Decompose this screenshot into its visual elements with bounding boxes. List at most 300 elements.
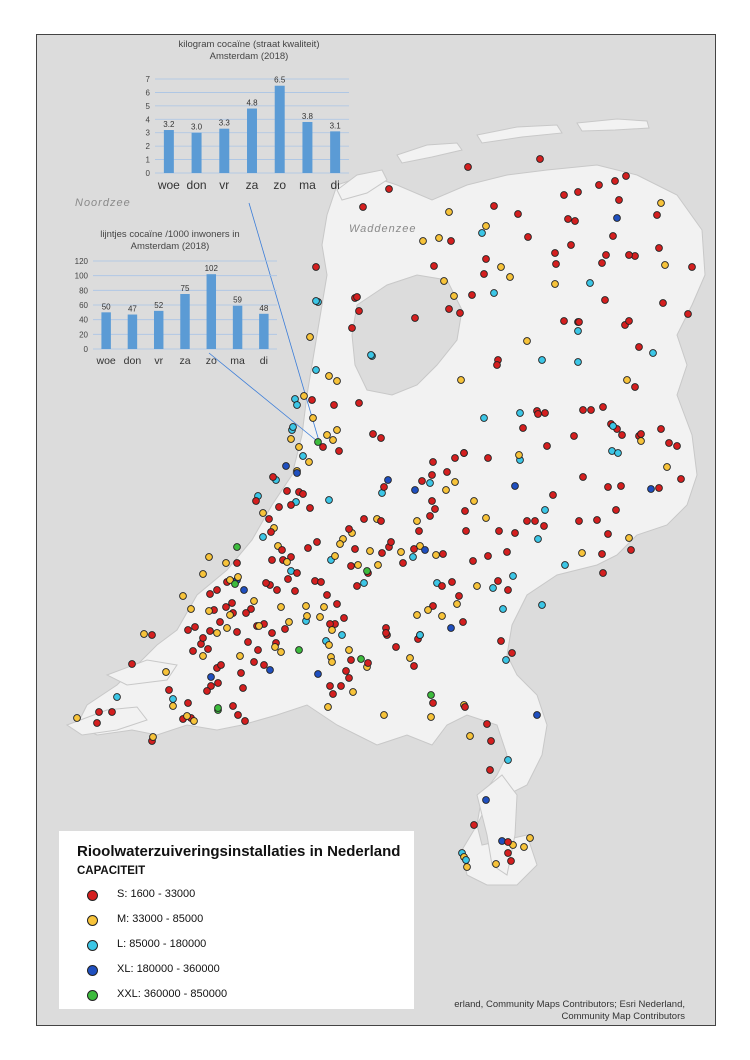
- plant-dot-s: [603, 252, 610, 259]
- legend-dot-m: [87, 915, 98, 926]
- chart-cocaine-kg-plot: [129, 37, 369, 205]
- plant-dot-s: [439, 583, 446, 590]
- plant-dot-l: [339, 632, 346, 639]
- plant-dot-s: [365, 660, 372, 667]
- chart-cocaine-lines-bar: [233, 306, 242, 349]
- plant-dot-m: [163, 669, 170, 676]
- plant-dot-s: [253, 498, 260, 505]
- chart-cocaine-lines-data-label: 47: [127, 304, 137, 314]
- plant-dot-xl: [315, 671, 322, 678]
- plant-dot-s: [338, 683, 345, 690]
- plant-dot-m: [398, 549, 405, 556]
- plant-dot-s: [461, 450, 468, 457]
- plant-dot-l: [313, 367, 320, 374]
- plant-dot-m: [180, 593, 187, 600]
- plant-dot-s: [235, 712, 242, 719]
- plant-dot-m: [414, 518, 421, 525]
- plant-dot-l: [539, 602, 546, 609]
- plant-dot-s: [427, 513, 434, 520]
- chart-cocaine-lines-ytick-label: 40: [79, 315, 88, 325]
- legend-subtitle: CAPACITEIT: [77, 865, 146, 877]
- plant-dot-m: [329, 659, 336, 666]
- plant-dot-s: [242, 718, 249, 725]
- plant-dot-l: [517, 410, 524, 417]
- plant-dot-s: [411, 546, 418, 553]
- plant-dot-s: [462, 704, 469, 711]
- plant-dot-s: [266, 516, 273, 523]
- plant-dot-l: [170, 696, 177, 703]
- plant-dot-l: [300, 453, 307, 460]
- chart-cocaine-kg-bar: [219, 129, 229, 173]
- plant-dot-m: [467, 733, 474, 740]
- plant-dot-s: [674, 443, 681, 450]
- chart-cocaine-kg-bar: [247, 109, 257, 173]
- plant-dot-s: [204, 688, 211, 695]
- plant-dot-s: [348, 563, 355, 570]
- plant-dot-m: [471, 498, 478, 505]
- plant-dot-s: [261, 662, 268, 669]
- chart-cocaine-lines-title: lijntjes cocaïne /1000 inwoners in Amsterdam (2018): [100, 229, 240, 252]
- plant-dot-l: [610, 423, 617, 430]
- legend-dot-xxl: [87, 990, 98, 1001]
- plant-dot-m: [324, 432, 331, 439]
- plant-dot-m: [306, 459, 313, 466]
- plant-dot-s: [541, 523, 548, 530]
- plant-dot-s: [446, 306, 453, 313]
- plant-dot-m: [310, 415, 317, 422]
- chart-cocaine-lines-data-label: 75: [180, 284, 190, 293]
- chart-cocaine-kg-bar: [275, 86, 285, 173]
- plant-dot-s: [470, 558, 477, 565]
- plant-dot-s: [230, 703, 237, 710]
- plant-dot-s: [354, 294, 361, 301]
- plant-dot-m: [141, 631, 148, 638]
- plant-dot-s: [471, 822, 478, 829]
- plant-dot-m: [493, 861, 500, 868]
- plant-dot-xl: [208, 674, 215, 681]
- plant-dot-m: [367, 548, 374, 555]
- plant-dot-m: [624, 377, 631, 384]
- plant-dot-s: [282, 626, 289, 633]
- plant-dot-s: [524, 518, 531, 525]
- plant-dot-s: [594, 517, 601, 524]
- chart-cocaine-lines-data-label: 102: [204, 264, 218, 274]
- chart-cocaine-lines-bar: [154, 311, 163, 349]
- north-sea-label: Noordzee: [75, 197, 131, 209]
- plant-dot-s: [512, 530, 519, 537]
- plant-dot-xl: [412, 487, 419, 494]
- plant-dot-s: [515, 211, 522, 218]
- chart-cocaine-lines-data-label: 50: [101, 302, 111, 312]
- plant-dot-s: [349, 325, 356, 332]
- plant-dot-m: [74, 715, 81, 722]
- plant-dot-xl: [267, 667, 274, 674]
- plant-dot-m: [288, 436, 295, 443]
- chart-cocaine-kg-data-label: 6.5: [274, 75, 286, 85]
- chart-cocaine-kg: [129, 37, 369, 205]
- plant-dot-s: [400, 560, 407, 567]
- plant-dot-l: [326, 497, 333, 504]
- plant-dot-l: [114, 694, 121, 701]
- plant-dot-s: [599, 551, 606, 558]
- plant-dot-m: [206, 608, 213, 615]
- plant-dot-l: [490, 585, 497, 592]
- plant-dot-m: [214, 630, 221, 637]
- plant-dot-m: [251, 598, 258, 605]
- chart-cocaine-lines-data-label: 59: [233, 295, 243, 305]
- plant-dot-m: [579, 550, 586, 557]
- chart-cocaine-kg-category-label: za: [245, 178, 259, 192]
- plant-dot-m: [414, 612, 421, 619]
- plant-dot-s: [356, 308, 363, 315]
- plant-dot-l: [290, 424, 297, 431]
- plant-dot-m: [260, 510, 267, 517]
- plant-dot-s: [243, 610, 250, 617]
- plant-dot-s: [214, 587, 221, 594]
- plant-dot-m: [332, 553, 339, 560]
- chart-cocaine-kg-category-label: di: [330, 178, 340, 192]
- plant-dot-s: [185, 700, 192, 707]
- plant-dot-m: [451, 293, 458, 300]
- chart-cocaine-kg-ytick-label: 6: [145, 88, 150, 98]
- plant-dot-l: [615, 450, 622, 457]
- plant-dot-s: [576, 319, 583, 326]
- plant-dot-l: [427, 480, 434, 487]
- plant-dot-s: [300, 491, 307, 498]
- plant-dot-s: [346, 526, 353, 533]
- plant-dot-s: [660, 300, 667, 307]
- plant-dot-s: [553, 261, 560, 268]
- plant-dot-s: [346, 675, 353, 682]
- chart-cocaine-kg-ytick-label: 4: [145, 115, 150, 125]
- plant-dot-m: [321, 604, 328, 611]
- plant-dot-l: [587, 280, 594, 287]
- plant-dot-l: [575, 359, 582, 366]
- plant-dot-s: [223, 604, 230, 611]
- plant-dot-s: [678, 476, 685, 483]
- plant-dot-xl: [294, 470, 301, 477]
- plant-dot-m: [317, 614, 324, 621]
- plant-dot-s: [327, 683, 334, 690]
- plant-dot-l: [491, 290, 498, 297]
- plant-dot-l: [510, 573, 517, 580]
- plant-dot-xxl: [234, 544, 241, 551]
- plant-dot-m: [191, 718, 198, 725]
- chart-cocaine-kg-data-label: 4.8: [246, 98, 258, 108]
- plant-dot-s: [602, 297, 609, 304]
- plant-dot-s: [200, 635, 207, 642]
- plant-dot-m: [626, 535, 633, 542]
- plant-dot-m: [206, 554, 213, 561]
- plant-dot-s: [318, 579, 325, 586]
- plant-dot-s: [656, 485, 663, 492]
- chart-cocaine-kg-category-label: woe: [157, 178, 180, 192]
- plant-dot-m: [464, 864, 471, 871]
- plant-dot-l: [505, 757, 512, 764]
- plant-dot-s: [452, 455, 459, 462]
- plant-dot-s: [469, 292, 476, 299]
- chart-cocaine-kg-category-label: ma: [299, 178, 316, 192]
- legend-label-l: L: 85000 - 180000: [117, 938, 207, 950]
- plant-dot-s: [666, 440, 673, 447]
- plant-dot-s: [352, 546, 359, 553]
- plant-dot-s: [520, 425, 527, 432]
- plant-dot-m: [662, 262, 669, 269]
- plant-dot-xxl: [296, 647, 303, 654]
- plant-dot-l: [562, 562, 569, 569]
- plant-dot-s: [285, 576, 292, 583]
- plant-dot-s: [383, 630, 390, 637]
- plant-dot-s: [619, 432, 626, 439]
- plant-dot-m: [350, 689, 357, 696]
- plant-dot-s: [307, 505, 314, 512]
- chart-cocaine-lines-category-label: woe: [96, 355, 116, 367]
- plant-dot-s: [612, 178, 619, 185]
- plant-dot-s: [568, 242, 575, 249]
- plant-dot-s: [305, 545, 312, 552]
- plant-dot-s: [605, 531, 612, 538]
- plant-dot-s: [245, 639, 252, 646]
- chart-cocaine-lines-category-label: don: [123, 355, 142, 367]
- plant-dot-l: [535, 536, 542, 543]
- plant-dot-m: [200, 653, 207, 660]
- plant-dot-s: [632, 384, 639, 391]
- plant-dot-s: [485, 553, 492, 560]
- plant-dot-m: [483, 223, 490, 230]
- plant-dot-m: [527, 835, 534, 842]
- legend-dot-l: [87, 940, 98, 951]
- legend-panel: [59, 831, 414, 1009]
- plant-dot-s: [525, 234, 532, 241]
- plant-dot-s: [508, 858, 515, 865]
- chart-cocaine-lines-bar: [207, 274, 216, 349]
- plant-dot-s: [313, 264, 320, 271]
- plant-dot-m: [286, 619, 293, 626]
- chart-cocaine-lines-category-label: za: [179, 355, 191, 367]
- plant-dot-m: [256, 623, 263, 630]
- plant-dot-s: [192, 624, 199, 631]
- chart-cocaine-lines-ytick-label: 0: [83, 345, 88, 354]
- plant-dot-m: [446, 209, 453, 216]
- chart-cocaine-kg-data-label: 3.1: [329, 121, 341, 131]
- plant-dot-s: [411, 663, 418, 670]
- plant-dot-m: [227, 612, 234, 619]
- plant-dot-m: [334, 427, 341, 434]
- plant-dot-s: [495, 578, 502, 585]
- plant-dot-s: [268, 529, 275, 536]
- plant-dot-s: [240, 685, 247, 692]
- plant-dot-s: [356, 400, 363, 407]
- legend-dot-s: [87, 890, 98, 901]
- plant-dot-s: [431, 263, 438, 270]
- plant-dot-m: [188, 606, 195, 613]
- plant-dot-s: [483, 256, 490, 263]
- plant-dot-s: [448, 238, 455, 245]
- plant-dot-m: [474, 583, 481, 590]
- plant-dot-s: [334, 601, 341, 608]
- legend-title: Rioolwaterzuiveringsinstallaties in Nederland: [77, 843, 401, 860]
- plant-dot-m: [441, 278, 448, 285]
- plant-dot-s: [234, 560, 241, 567]
- chart-cocaine-lines: [59, 227, 281, 377]
- legend-label-m: M: 33000 - 85000: [117, 913, 204, 925]
- chart-cocaine-lines-ytick-label: 80: [79, 286, 88, 296]
- plant-dot-xxl: [358, 656, 365, 663]
- plant-dot-m: [237, 653, 244, 660]
- plant-dot-m: [304, 613, 311, 620]
- plant-dot-s: [378, 518, 385, 525]
- plant-dot-s: [626, 318, 633, 325]
- plant-dot-s: [430, 700, 437, 707]
- plant-dot-l: [539, 357, 546, 364]
- plant-dot-xl: [422, 547, 429, 554]
- plant-dot-s: [487, 767, 494, 774]
- plant-dot-m: [521, 844, 528, 851]
- chart-cocaine-kg-data-label: 3.3: [218, 118, 230, 128]
- plant-dot-s: [354, 583, 361, 590]
- plant-dot-xl: [241, 587, 248, 594]
- chart-cocaine-kg-bar: [164, 130, 174, 173]
- plant-dot-s: [341, 615, 348, 622]
- plant-dot-s: [207, 628, 214, 635]
- chart-cocaine-kg-ytick-label: 1: [145, 155, 150, 165]
- plant-dot-s: [656, 245, 663, 252]
- plant-dot-s: [238, 670, 245, 677]
- chart-cocaine-lines-bar: [259, 314, 268, 349]
- chart-cocaine-kg-ytick-label: 5: [145, 101, 150, 111]
- plant-dot-s: [616, 197, 623, 204]
- chart-cocaine-lines-category-label: vr: [154, 355, 164, 367]
- plant-dot-m: [498, 264, 505, 271]
- plant-dot-m: [278, 604, 285, 611]
- chart-cocaine-lines-ytick-label: 100: [74, 271, 88, 281]
- plant-dot-s: [234, 629, 241, 636]
- plant-dot-s: [449, 579, 456, 586]
- plant-dot-l: [294, 402, 301, 409]
- chart-cocaine-lines-ytick-label: 60: [79, 301, 88, 310]
- plant-dot-s: [217, 619, 224, 626]
- plant-dot-m: [334, 378, 341, 385]
- plant-dot-l: [368, 352, 375, 359]
- plant-dot-s: [561, 192, 568, 199]
- plant-dot-s: [505, 839, 512, 846]
- plant-dot-m: [458, 377, 465, 384]
- plant-dot-s: [488, 738, 495, 745]
- chart-cocaine-lines-data-label: 48: [259, 303, 269, 313]
- plant-dot-m: [346, 647, 353, 654]
- plant-dot-m: [272, 644, 279, 651]
- plant-dot-s: [485, 455, 492, 462]
- plant-dot-s: [440, 551, 447, 558]
- plant-dot-s: [386, 186, 393, 193]
- plant-dot-l: [260, 534, 267, 541]
- plant-dot-s: [463, 528, 470, 535]
- plant-dot-s: [580, 474, 587, 481]
- plant-dot-l: [481, 415, 488, 422]
- plant-dot-m: [235, 574, 242, 581]
- legend-label-xxl: XXL: 360000 - 850000: [117, 988, 228, 1000]
- plant-dot-s: [658, 426, 665, 433]
- plant-dot-m: [381, 712, 388, 719]
- plant-dot-s: [456, 593, 463, 600]
- plant-dot-s: [599, 260, 606, 267]
- plant-dot-s: [509, 650, 516, 657]
- plant-dot-s: [465, 164, 472, 171]
- plant-dot-s: [484, 721, 491, 728]
- plant-dot-s: [491, 203, 498, 210]
- plant-dot-s: [185, 627, 192, 634]
- plant-dot-m: [325, 704, 332, 711]
- plant-dot-s: [638, 431, 645, 438]
- plant-dot-s: [535, 411, 542, 418]
- plant-dot-xxl: [364, 568, 371, 575]
- plant-dot-m: [330, 437, 337, 444]
- plant-dot-s: [288, 502, 295, 509]
- plant-dot-m: [433, 552, 440, 559]
- chart-cocaine-lines-bar: [180, 294, 189, 349]
- plant-dot-s: [618, 483, 625, 490]
- chart-cocaine-kg-bar: [302, 122, 312, 173]
- chart-cocaine-lines-data-label: 52: [154, 300, 164, 310]
- plant-dot-s: [588, 407, 595, 414]
- map-attribution: erland, Community Maps Contributors; Esri Nederland, Community Map Contributors: [454, 999, 685, 1022]
- plant-dot-s: [429, 472, 436, 479]
- plant-dot-s: [412, 315, 419, 322]
- plant-dot-m: [375, 562, 382, 569]
- plant-dot-s: [284, 488, 291, 495]
- plant-dot-s: [613, 507, 620, 514]
- plant-dot-l: [313, 298, 320, 305]
- plant-dot-s: [416, 528, 423, 535]
- plant-dot-s: [561, 318, 568, 325]
- plant-dot-s: [294, 570, 301, 577]
- plant-dot-m: [452, 479, 459, 486]
- plant-dot-m: [329, 627, 336, 634]
- plant-dot-s: [292, 588, 299, 595]
- plant-dot-s: [370, 431, 377, 438]
- plant-dot-l: [575, 328, 582, 335]
- plant-dot-s: [279, 547, 286, 554]
- plant-dot-m: [552, 281, 559, 288]
- plant-dot-s: [432, 506, 439, 513]
- plant-dot-s: [685, 311, 692, 318]
- plant-dot-m: [425, 607, 432, 614]
- chart-cocaine-kg-ytick-label: 0: [145, 169, 150, 178]
- plant-dot-s: [600, 570, 607, 577]
- plant-dot-xl: [512, 483, 519, 490]
- plant-dot-s: [263, 580, 270, 587]
- plant-dot-s: [381, 484, 388, 491]
- plant-dot-s: [505, 587, 512, 594]
- plant-dot-s: [215, 680, 222, 687]
- plant-dot-s: [96, 709, 103, 716]
- plant-dot-s: [309, 397, 316, 404]
- plant-dot-s: [572, 218, 579, 225]
- plant-dot-s: [269, 557, 276, 564]
- chart-cocaine-lines-category-label: ma: [230, 355, 245, 367]
- plant-dot-s: [361, 516, 368, 523]
- plant-dot-m: [454, 601, 461, 608]
- plant-dot-m: [443, 487, 450, 494]
- plant-dot-m: [638, 438, 645, 445]
- plant-dot-xl: [483, 797, 490, 804]
- plant-dot-m: [516, 452, 523, 459]
- plant-dot-s: [444, 469, 451, 476]
- plant-dot-s: [251, 659, 258, 666]
- plant-dot-xl: [648, 486, 655, 493]
- plant-dot-s: [628, 547, 635, 554]
- plant-dot-s: [580, 407, 587, 414]
